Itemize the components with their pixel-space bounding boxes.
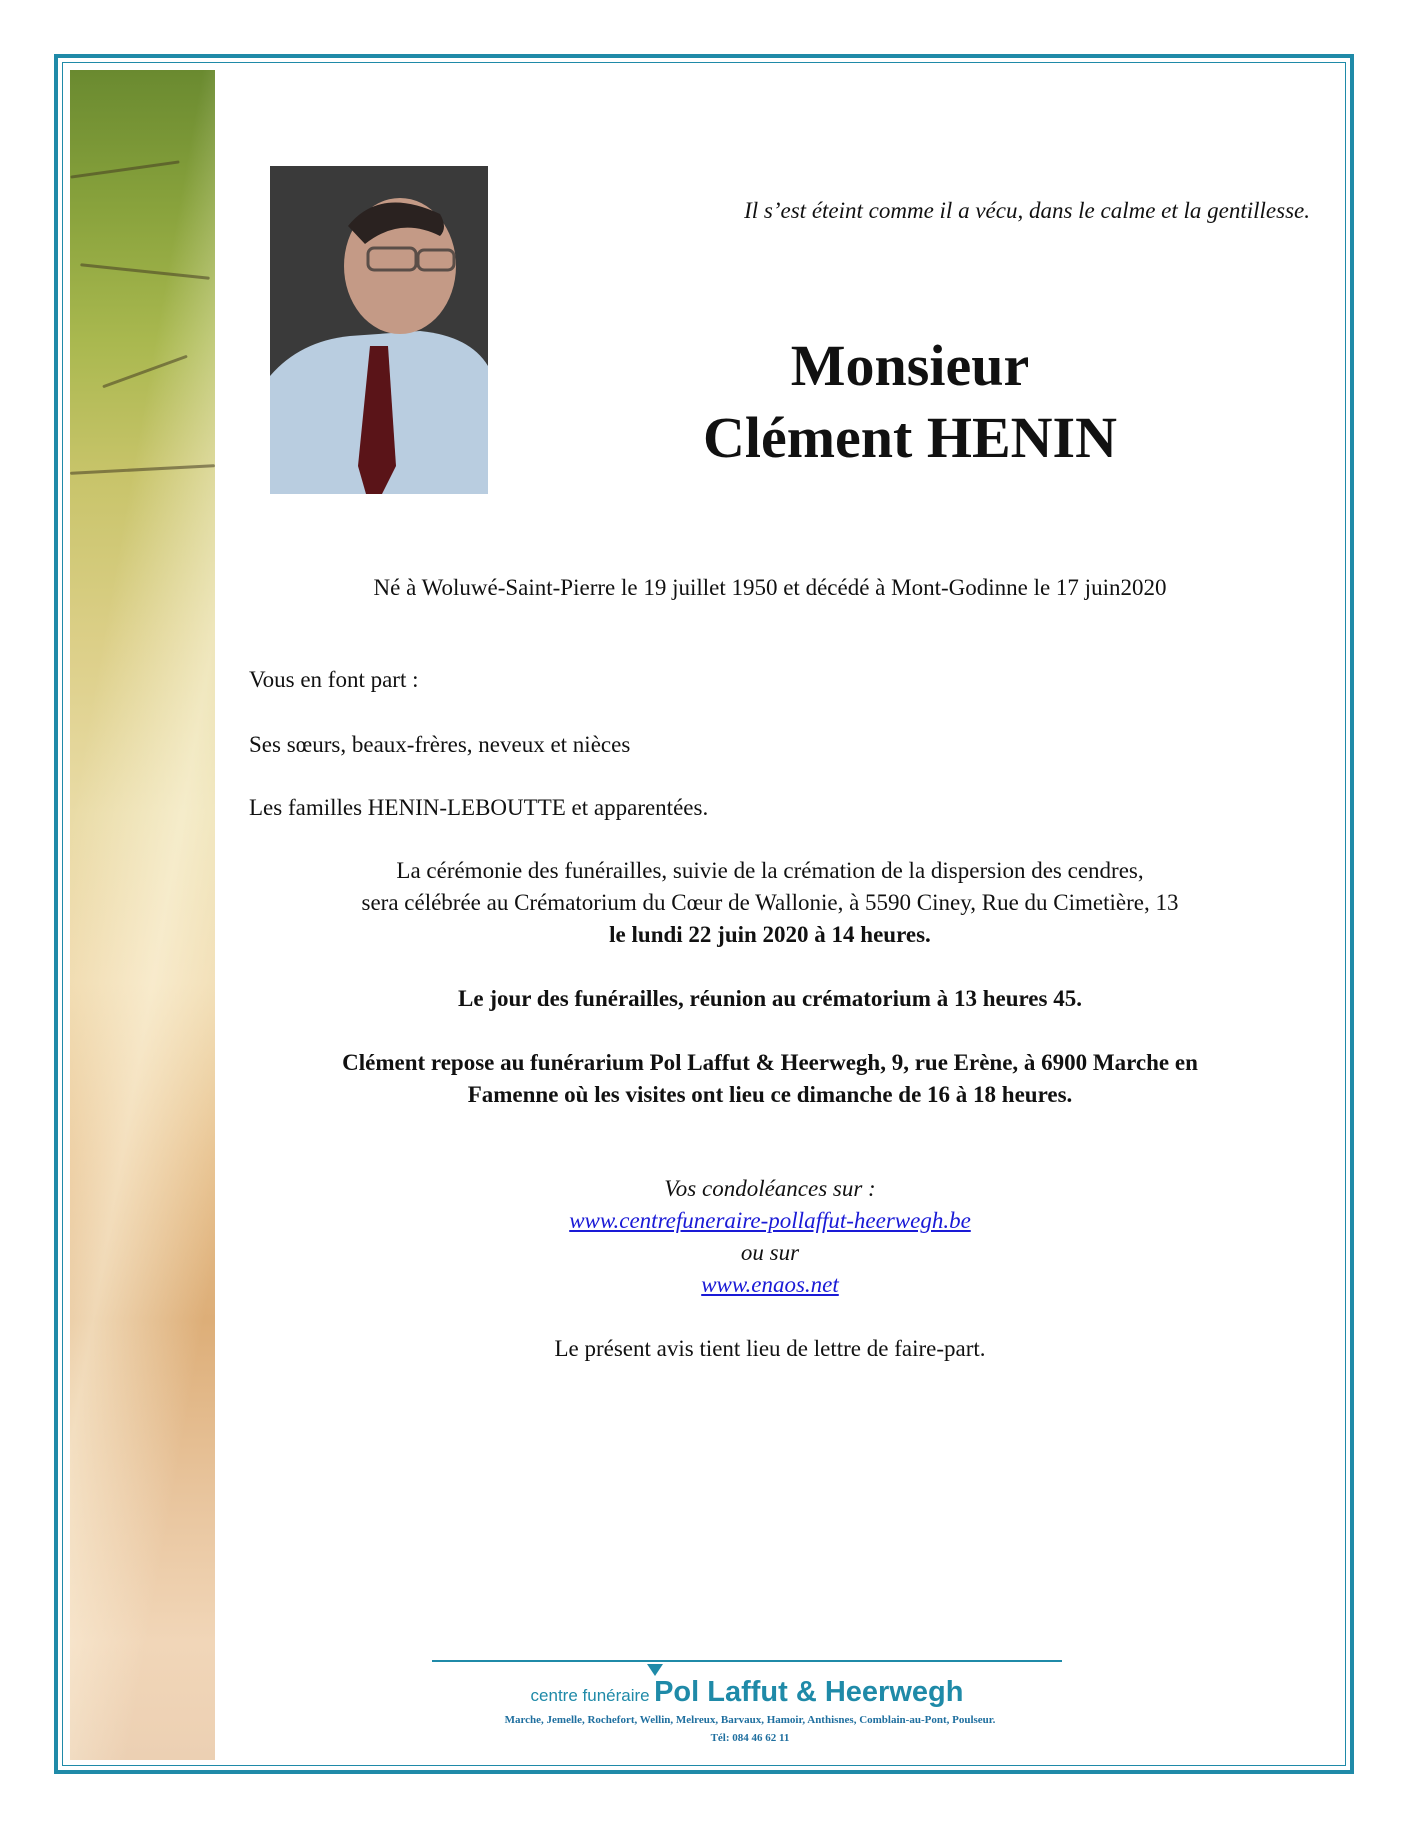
footer-towns: Marche, Jemelle, Rochefort, Wellin, Melreux, Barvaux, Hamoir, Anthisnes, Comblain-au-Pont, Poulseur. [504,1714,996,1726]
resting-line-2: Famenne où les visites ont lieu ce dimanche de 16 à 18 heures. [467,1082,1073,1107]
logo-brand: Pol Laffut & Heerwegh [654,1676,964,1708]
full-name: Clément HENIN [702,405,1117,470]
condolences-block [240,1173,1300,1301]
deceased-name [540,330,1280,474]
announce-intro: Vous en font part : [249,667,419,692]
ceremony-line-2: sera célébrée au Crématorium du Cœur de Wallonie, à 5590 Ciney, Rue du Cimetière, 13 [361,890,1179,915]
triangle-down-icon [647,1664,663,1676]
footer-phone: Tél: 084 46 62 11 [710,1732,790,1744]
family-line-1: Ses sœurs, beaux-frères, neveux et nièces [249,732,631,757]
ceremony-block [240,855,1300,951]
condolences-or: ou sur [740,1240,800,1265]
condolences-link-2[interactable]: www.enaos.net [701,1272,839,1297]
ceremony-date: le lundi 22 juin 2020 à 14 heures. [609,922,931,947]
logo-prefix: centre funéraire [530,1686,650,1705]
portrait-photo [270,166,488,494]
ceremony-line-1: La cérémonie des funérailles, suivie de la crémation de la dispersion des cendres, [396,858,1144,883]
birth-death-line: Né à Woluwé-Saint-Pierre le 19 juillet 1950 et décédé à Mont-Godinne le 17 juin2020 [373,575,1167,600]
resting-block [240,1047,1300,1111]
epitaph-quote: Il s’est éteint comme il a vécu, dans le calme et la gentillesse. [744,198,1310,223]
notice-line: Le présent avis tient lieu de lettre de faire-part. [554,1336,986,1361]
forest-path-image [70,70,215,1760]
condolences-intro: Vos condoléances sur : [664,1176,876,1201]
family-line-2: Les familles HENIN-LEBOUTTE et apparentées. [249,795,709,820]
condolences-link-1[interactable]: www.centrefuneraire-pollaffut-heerwegh.be [569,1208,971,1233]
funeral-home-logo [432,1676,1062,1709]
meeting-line: Le jour des funérailles, réunion au crématorium à 13 heures 45. [458,986,1082,1011]
footer-divider [432,1660,1062,1662]
resting-line-1: Clément repose au funérarium Pol Laffut & Heerwegh, 9, rue Erène, à 6900 Marche en [342,1050,1198,1075]
honorific: Monsieur [790,333,1030,398]
